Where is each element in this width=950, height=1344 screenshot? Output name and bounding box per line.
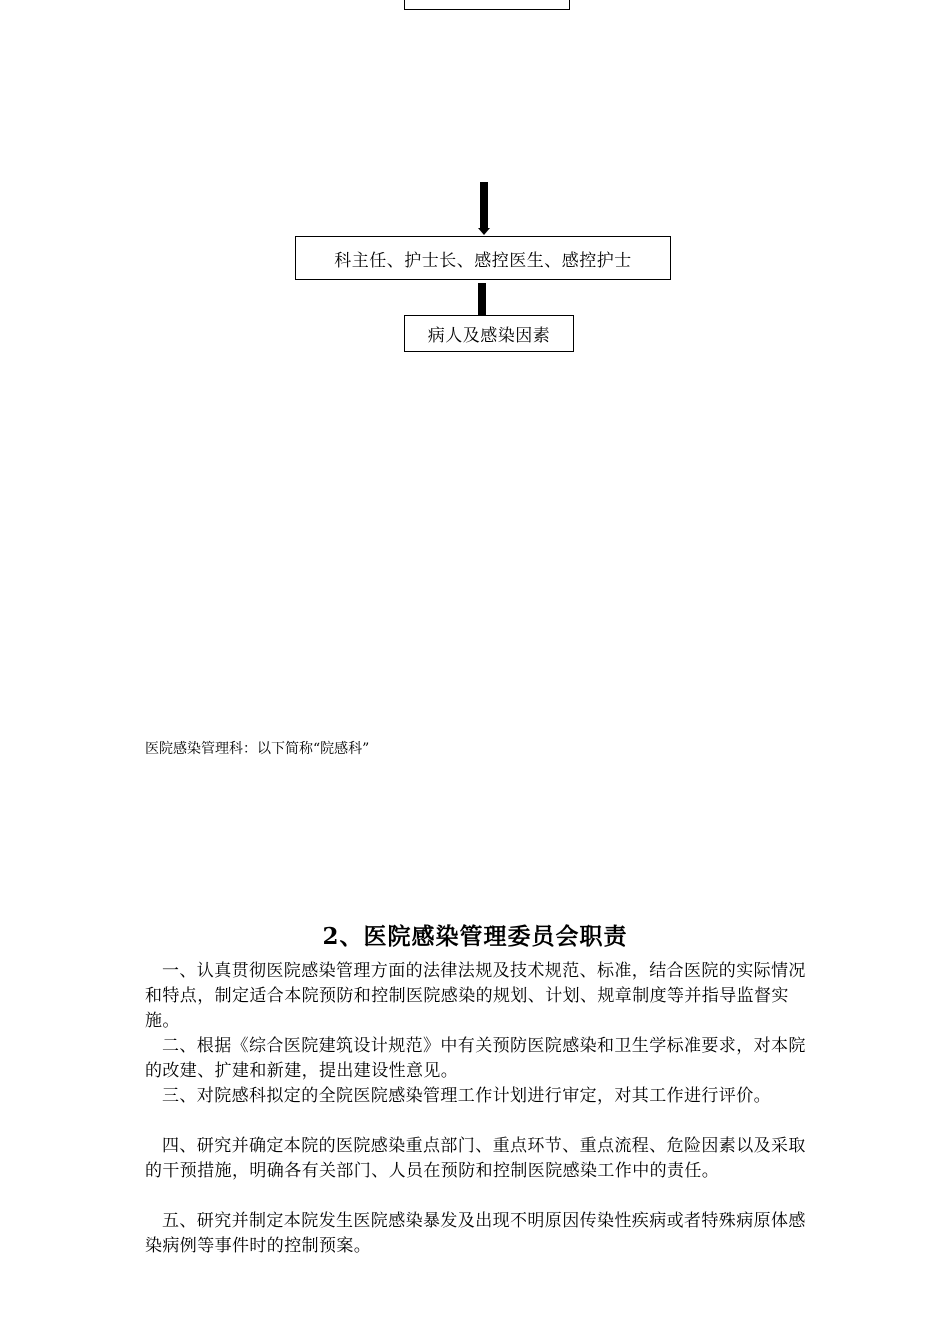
- bottom-patient-box: 病人及感染因素: [404, 315, 574, 352]
- section-title: 2、医院感染管理委员会职责: [322, 923, 628, 950]
- duty-paragraph-3: 三、对院感科拟定的全院医院感染管理工作计划进行审定，对其工作进行评价。: [162, 1086, 771, 1106]
- down-arrow-shaft: [480, 182, 488, 228]
- duty-paragraph-5: 五、研究并制定本院发生医院感染暴发及出现不明原因传染性疾病或者特殊病原体感染病例等事件时的控制预案。: [145, 1211, 806, 1256]
- top-partial-box: [404, 0, 570, 10]
- duty-paragraph-2: 二、根据《综合医院建筑设计规范》中有关预防医院感染和卫生学标准要求，对本院的改建、扩建和新建，提出建设性意见。: [145, 1036, 806, 1081]
- middle-role-box: 科主任、护士长、感控医生、感控护士: [295, 236, 671, 280]
- duty-paragraph-1: 一、认真贯彻医院感染管理方面的法律法规及技术规范、标准，结合医院的实际情况和特点，制定适合本院预防和控制医院感染的规划、计划、规章制度等并指导监督实施。: [145, 961, 806, 1031]
- connector-bar: [478, 283, 486, 315]
- down-arrow-head: [478, 228, 490, 235]
- duty-paragraph-4: 四、研究并确定本院的医院感染重点部门、重点环节、重点流程、危险因素以及采取的干预措施，明确各有关部门、人员在预防和控制医院感染工作中的责任。: [145, 1136, 806, 1181]
- abbreviation-note: 医院感染管理科：以下简称“院感科”: [145, 741, 370, 757]
